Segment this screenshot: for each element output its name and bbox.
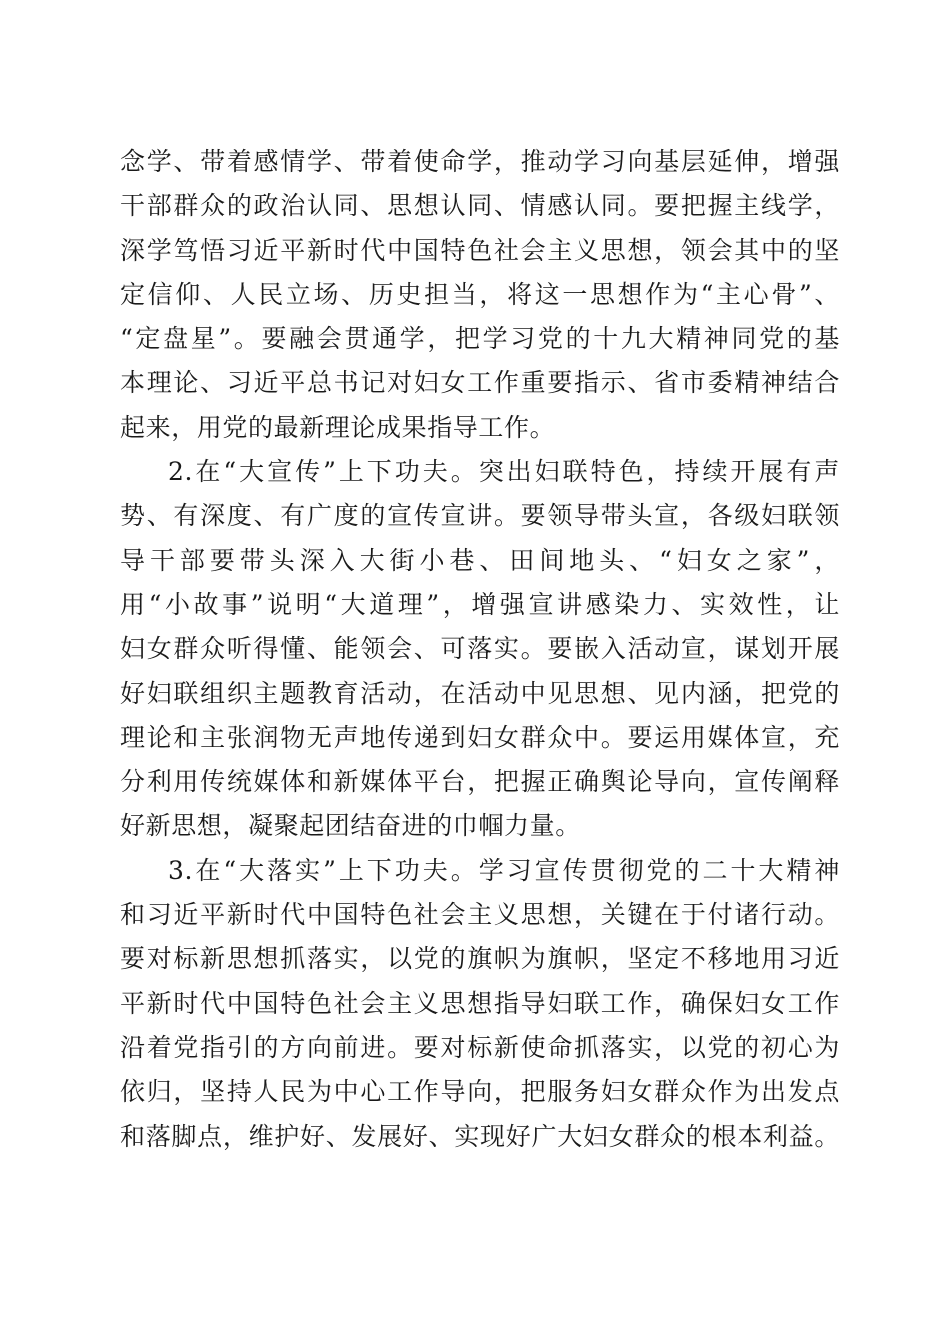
paragraph-3-start: 3.在“大落实”上下功夫。学习宣传贯彻党的二十大精神 [168, 855, 840, 885]
text-line: 定信仰、人民立场、历史担当，将这一思想作为“主心骨”、 [120, 279, 840, 309]
text-line: 分利用传统媒体和新媒体平台，把握正确舆论导向，宣传阐释 [120, 767, 840, 797]
text-line: 用“小故事”说明“大道理”，增强宣讲感染力、实效性，让 [120, 589, 840, 619]
text-line: 妇女群众听得懂、能领会、可落实。要嵌入活动宣，谋划开展 [120, 634, 840, 664]
text-line: 依归，坚持人民为中心工作导向，把服务妇女群众作为出发点 [120, 1077, 840, 1107]
text-line: 平新时代中国特色社会主义思想指导妇联工作，确保妇女工作 [120, 988, 840, 1018]
text-line: 导干部要带头深入大街小巷、田间地头、“妇女之家”， [120, 545, 840, 575]
text-line: 深学笃悟习近平新时代中国特色社会主义思想，领会其中的坚 [120, 235, 840, 265]
text-line: 和习近平新时代中国特色社会主义思想，关键在于付诸行动。 [120, 900, 840, 930]
text-line: 和落脚点，维护好、发展好、实现好广大妇女群众的根本利益。 [120, 1121, 840, 1151]
text-line: 干部群众的政治认同、思想认同、情感认同。要把握主线学， [120, 191, 840, 221]
text-line: 理论和主张润物无声地传递到妇女群众中。要运用媒体宣，充 [120, 722, 840, 752]
text-line: “定盘星”。要融会贯通学，把学习党的十九大精神同党的基 [120, 324, 840, 354]
text-line: 好新思想，凝聚起团结奋进的巾帼力量。 [120, 811, 581, 841]
paragraph-2-start: 2.在“大宣传”上下功夫。突出妇联特色，持续开展有声 [168, 457, 840, 487]
document-body [120, 140, 840, 1159]
text-line: 要对标新思想抓落实，以党的旗帜为旗帜，坚定不移地用习近 [120, 944, 840, 974]
text-line: 沿着党指引的方向前进。要对标新使命抓落实，以党的初心为 [120, 1032, 840, 1062]
text-line: 起来，用党的最新理论成果指导工作。 [120, 412, 556, 442]
text-line: 好妇联组织主题教育活动，在活动中见思想、见内涵，把党的 [120, 678, 840, 708]
text-line: 念学、带着感情学、带着使命学，推动学习向基层延伸，增强 [120, 147, 840, 176]
text-line: 本理论、习近平总书记对妇女工作重要指示、省市委精神结合 [120, 368, 840, 398]
text-line: 势、有深度、有广度的宣传宣讲。要领导带头宣，各级妇联领 [120, 501, 840, 531]
